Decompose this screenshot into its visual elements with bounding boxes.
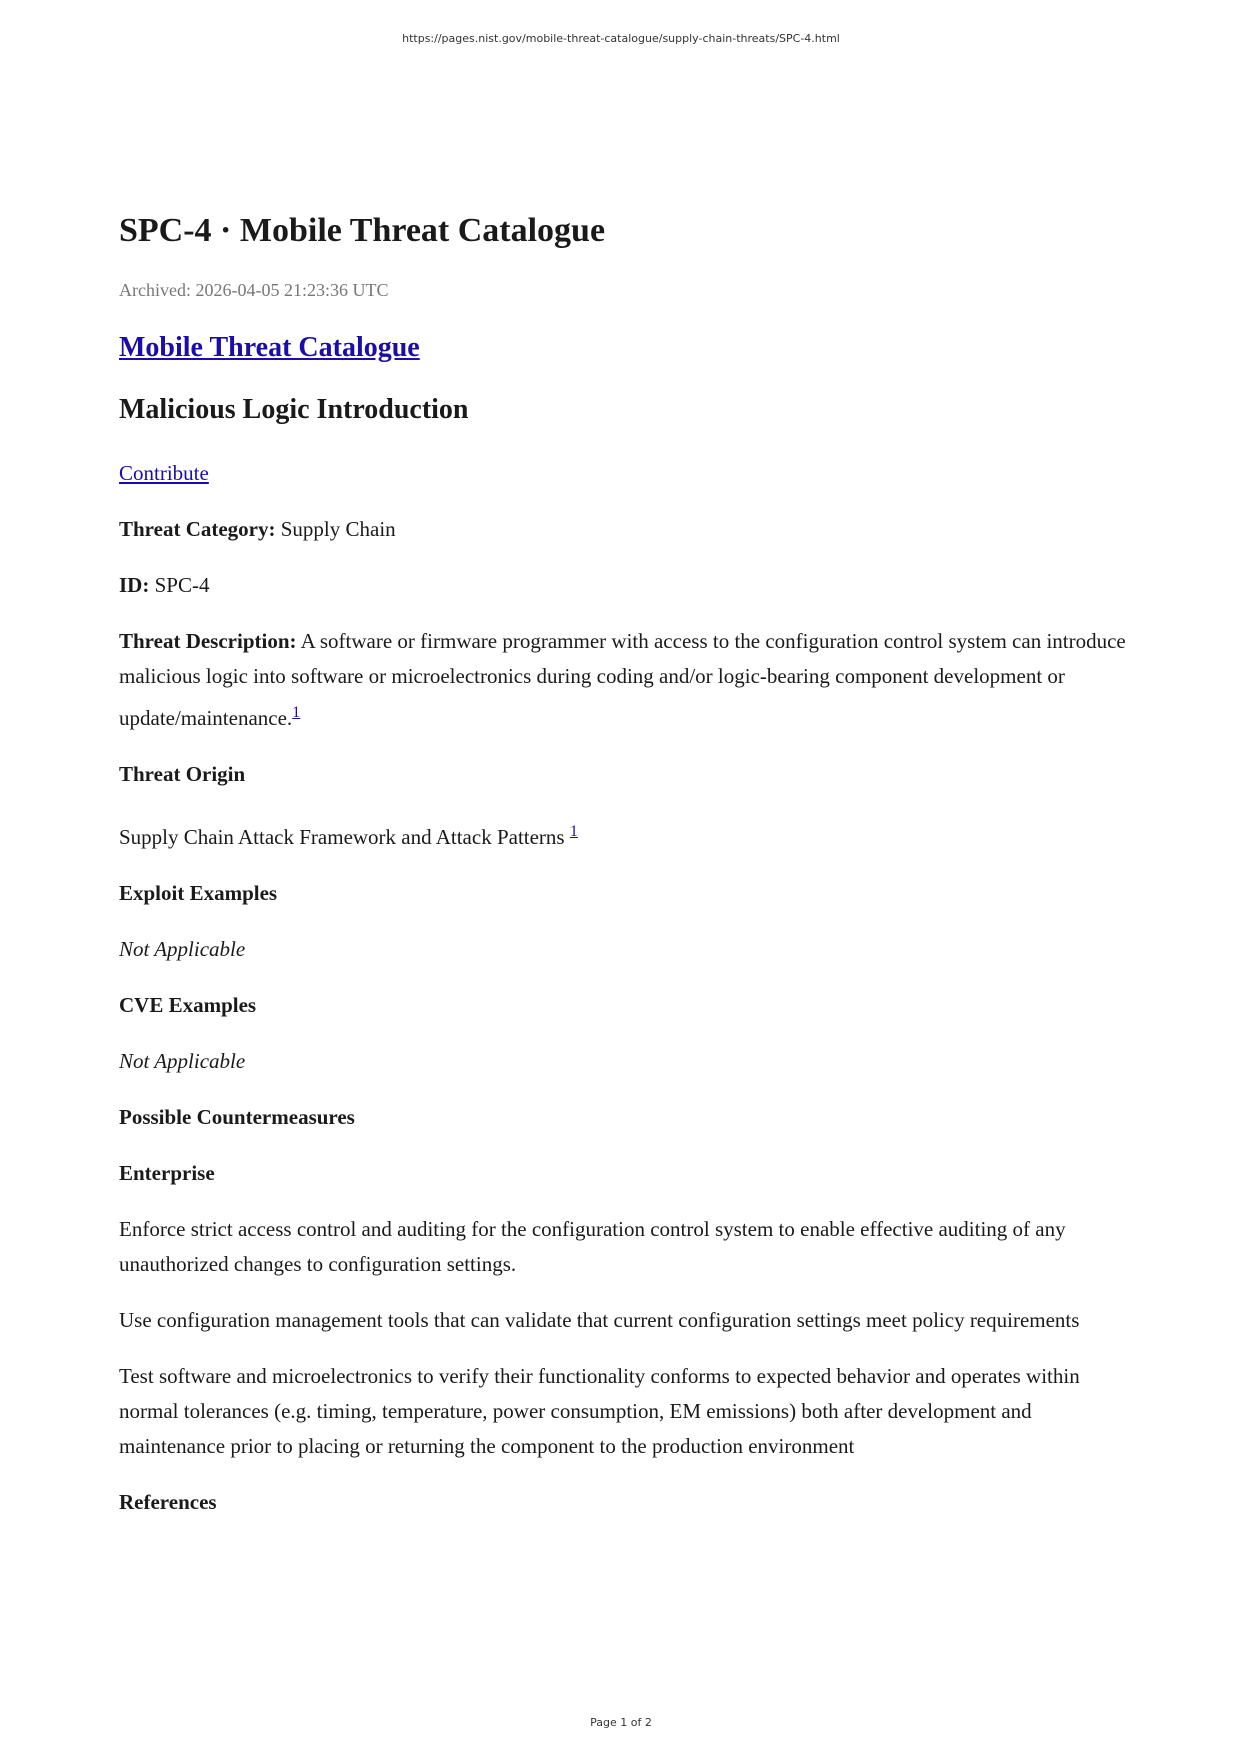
threat-id: [119, 568, 1131, 603]
threat-category: [119, 512, 1131, 547]
origin-reference-link[interactable]: 1: [569, 823, 578, 841]
threat-description: [119, 624, 1131, 736]
contribute-paragraph: [119, 456, 1131, 491]
threat-id-value: SPC-4: [154, 573, 210, 598]
document-body: [119, 211, 1131, 1541]
exploit-examples-heading: Exploit Examples: [119, 881, 278, 906]
threat-origin-heading: Threat Origin: [119, 762, 246, 787]
page-title: SPC-4 · Mobile Threat Catalogue: [119, 212, 606, 249]
threat-origin: [119, 813, 1131, 855]
threat-category-label: Threat Category:: [119, 517, 276, 542]
threat-description-text: A software or firmware programmer with access to the configuration control system can introduce malicious logic into software or microelectronics during coding and/or logic-bearing component development or update/maintenance.: [119, 629, 1126, 731]
footnote-ref: [292, 701, 300, 721]
threat-description-label: Threat Description:: [119, 629, 297, 654]
references-heading: References: [119, 1490, 217, 1515]
countermeasure-item: Enforce strict access control and auditing for the configuration control system to enable effective auditing of any unauthorized changes to configuration settings.: [119, 1217, 1066, 1277]
site-title: [119, 331, 1131, 365]
contribute-link[interactable]: Contribute: [119, 461, 209, 486]
countermeasure-item: Use configuration management tools that can validate that current configuration settings meet policy requirements: [119, 1308, 1080, 1333]
exploit-examples-value: Not Applicable: [119, 937, 246, 962]
threat-id-label: ID:: [119, 573, 150, 598]
cve-examples-heading: CVE Examples: [119, 993, 257, 1018]
enterprise-heading: Enterprise: [119, 1161, 215, 1186]
threat-name: Malicious Logic Introduction: [119, 393, 469, 425]
threat-category-value: Supply Chain: [280, 517, 396, 542]
cve-examples-value: Not Applicable: [119, 1049, 246, 1074]
countermeasure-item: Test software and microelectronics to verify their functionality conforms to expected behavior and operates within normal tolerances (e.g. timing, temperature, power consumption, EM emissions) both after development and maintenance prior to placing or returning the component to the production environment: [119, 1364, 1080, 1459]
site-home-link[interactable]: Mobile Threat Catalogue: [119, 332, 420, 364]
archived-timestamp: Archived: 2026-04-05 21:23:36 UTC: [119, 280, 389, 301]
countermeasures-heading: Possible Countermeasures: [119, 1105, 355, 1130]
page-number: Page 1 of 2: [590, 1716, 652, 1729]
description-reference-link[interactable]: 1: [292, 704, 301, 722]
threat-origin-text: Supply Chain Attack Framework and Attack Patterns: [119, 825, 565, 850]
footnote-ref: [570, 820, 578, 840]
page-url: https://pages.nist.gov/mobile-threat-catalogue/supply-chain-threats/SPC-4.html: [402, 32, 840, 45]
